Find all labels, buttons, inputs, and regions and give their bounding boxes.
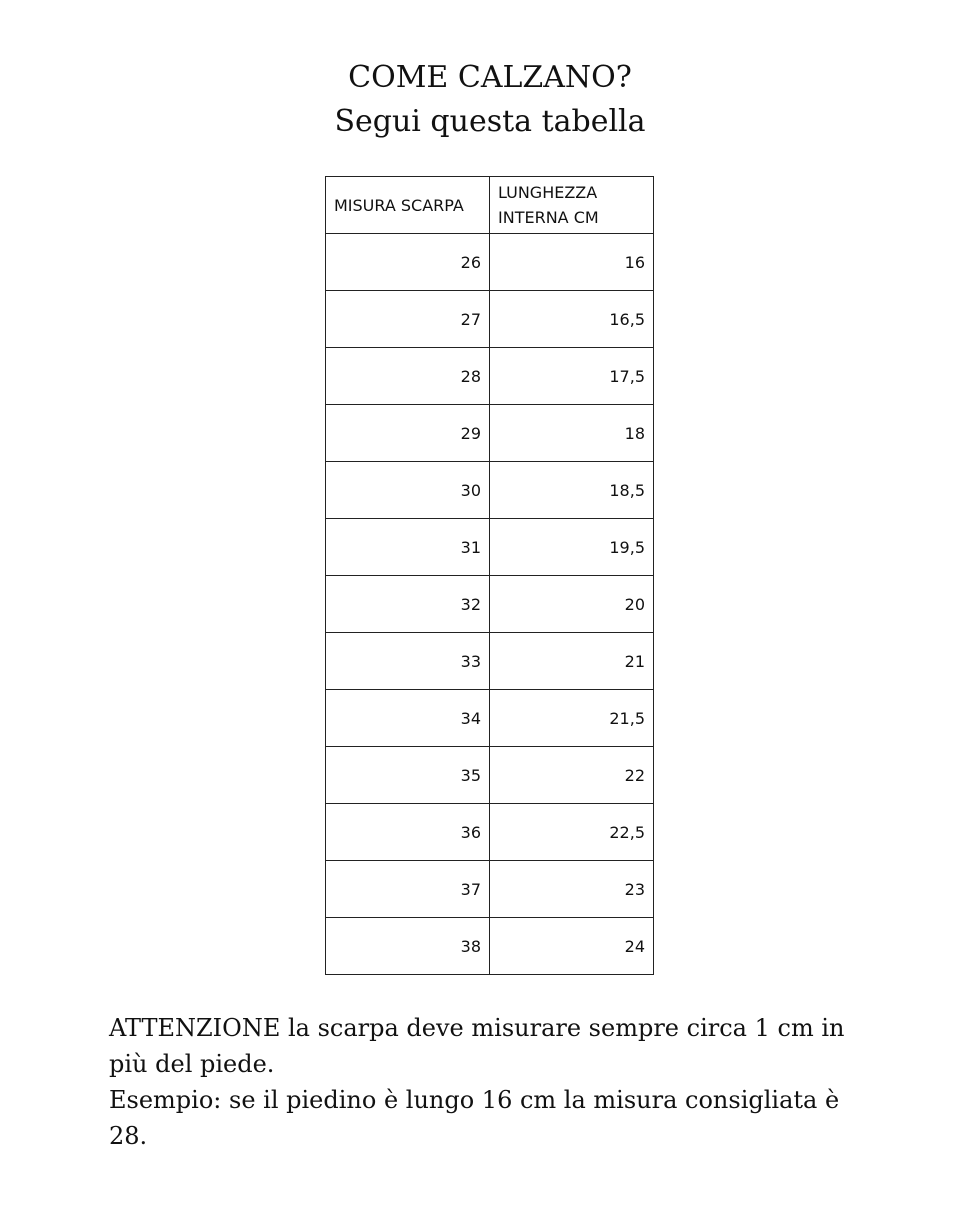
note-block xyxy=(109,1010,879,1154)
table-header-row xyxy=(326,177,654,234)
cell-shoe-size: 33 xyxy=(326,633,490,690)
page-title xyxy=(0,56,980,144)
table-row xyxy=(326,405,654,462)
cell-inner-length: 18 xyxy=(490,405,654,462)
warning-text: ATTENZIONE la scarpa deve misurare sempre circa 1 cm in più del piede. xyxy=(109,1014,845,1078)
table-row xyxy=(326,690,654,747)
table-row xyxy=(326,348,654,405)
cell-shoe-size: 27 xyxy=(326,291,490,348)
cell-shoe-size: 26 xyxy=(326,234,490,291)
cell-inner-length: 16 xyxy=(490,234,654,291)
table-row xyxy=(326,462,654,519)
table-row xyxy=(326,804,654,861)
title-line-2: Segui questa tabella xyxy=(334,104,646,139)
table-row xyxy=(326,519,654,576)
cell-shoe-size: 32 xyxy=(326,576,490,633)
cell-inner-length: 16,5 xyxy=(490,291,654,348)
cell-shoe-size: 28 xyxy=(326,348,490,405)
table-row xyxy=(326,633,654,690)
cell-inner-length: 21,5 xyxy=(490,690,654,747)
header-shoe-size: MISURA SCARPA xyxy=(326,177,490,234)
cell-inner-length: 24 xyxy=(490,918,654,975)
table-row xyxy=(326,576,654,633)
cell-shoe-size: 30 xyxy=(326,462,490,519)
cell-inner-length: 21 xyxy=(490,633,654,690)
cell-shoe-size: 38 xyxy=(326,918,490,975)
cell-inner-length: 22,5 xyxy=(490,804,654,861)
table-row xyxy=(326,747,654,804)
cell-shoe-size: 31 xyxy=(326,519,490,576)
cell-shoe-size: 29 xyxy=(326,405,490,462)
header-inner-length: LUNGHEZZA INTERNA CM xyxy=(490,177,654,234)
cell-inner-length: 23 xyxy=(490,861,654,918)
table-row xyxy=(326,234,654,291)
size-chart-table xyxy=(325,176,654,975)
cell-inner-length: 17,5 xyxy=(490,348,654,405)
table-body xyxy=(326,234,654,975)
cell-inner-length: 18,5 xyxy=(490,462,654,519)
cell-shoe-size: 35 xyxy=(326,747,490,804)
example-text: Esempio: se il piedino è lungo 16 cm la misura consigliata è 28. xyxy=(109,1086,840,1150)
cell-inner-length: 19,5 xyxy=(490,519,654,576)
table-row xyxy=(326,918,654,975)
table-row xyxy=(326,861,654,918)
cell-shoe-size: 34 xyxy=(326,690,490,747)
table-row xyxy=(326,291,654,348)
cell-inner-length: 22 xyxy=(490,747,654,804)
cell-shoe-size: 36 xyxy=(326,804,490,861)
cell-inner-length: 20 xyxy=(490,576,654,633)
title-line-1: COME CALZANO? xyxy=(348,60,632,95)
cell-shoe-size: 37 xyxy=(326,861,490,918)
